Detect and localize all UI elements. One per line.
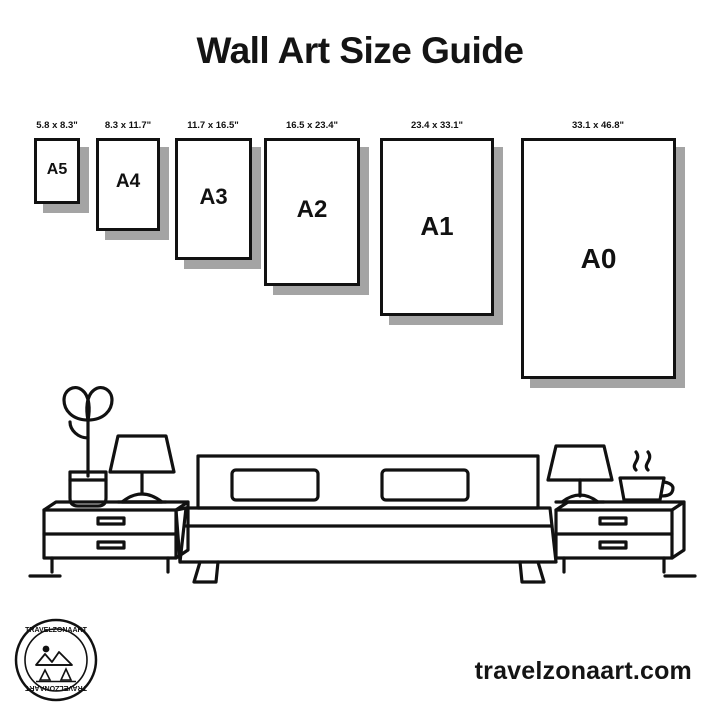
- left-table-lamp: [110, 436, 174, 502]
- frame-box[interactable]: [380, 138, 494, 316]
- frame-size-label: A4: [115, 171, 141, 192]
- frame-dimension-label: 5.8 x 8.3": [36, 120, 78, 131]
- frame-item-a0[interactable]: [521, 110, 676, 410]
- coffee-cup: [620, 452, 673, 500]
- right-table-lamp: [548, 446, 612, 502]
- frame-size-label: A1: [420, 211, 454, 241]
- bedroom-illustration: [0, 376, 720, 606]
- bedroom-scene: [0, 376, 720, 606]
- frame-box[interactable]: [175, 138, 252, 260]
- frame-item-a1[interactable]: [380, 110, 494, 410]
- logo-text-bottom: TRAVELZONAART: [25, 684, 87, 691]
- logo-text-top: TRAVELZONAART: [25, 627, 87, 634]
- frame-box[interactable]: [264, 138, 360, 286]
- frame-size-label: A0: [580, 243, 617, 274]
- frame-dimension-label: 33.1 x 46.8": [571, 120, 625, 131]
- frame-box[interactable]: [96, 138, 160, 231]
- page-title: Wall Art Size Guide: [196, 30, 524, 71]
- frame-dimension-label: 8.3 x 11.7": [104, 120, 152, 131]
- frame-item-a3[interactable]: [175, 110, 252, 410]
- left-nightstand: [44, 502, 188, 572]
- right-nightstand: [556, 502, 684, 572]
- logo-tree-icon: [36, 669, 76, 682]
- frame-dimension-label: 23.4 x 33.1": [410, 120, 464, 131]
- frame-size-label: A3: [199, 184, 228, 209]
- flower-vase: [64, 388, 112, 506]
- frame-size-label: A2: [296, 196, 328, 223]
- logo-mountain-icon: [36, 646, 72, 665]
- frame-size-row: [0, 110, 720, 400]
- frame-item-a4[interactable]: [96, 110, 160, 410]
- frame-item-a2[interactable]: [264, 110, 360, 410]
- frame-item-a5[interactable]: [34, 110, 80, 410]
- frame-dimension-label: 16.5 x 23.4": [285, 120, 339, 131]
- website-url[interactable]: travelzonaart.com: [474, 657, 692, 685]
- brand-logo[interactable]: [14, 618, 98, 702]
- frame-box[interactable]: [521, 138, 676, 379]
- bed: [176, 456, 556, 582]
- frame-box[interactable]: [34, 138, 80, 204]
- frame-size-label: A5: [46, 161, 68, 178]
- frame-dimension-label: 11.7 x 16.5": [187, 120, 239, 131]
